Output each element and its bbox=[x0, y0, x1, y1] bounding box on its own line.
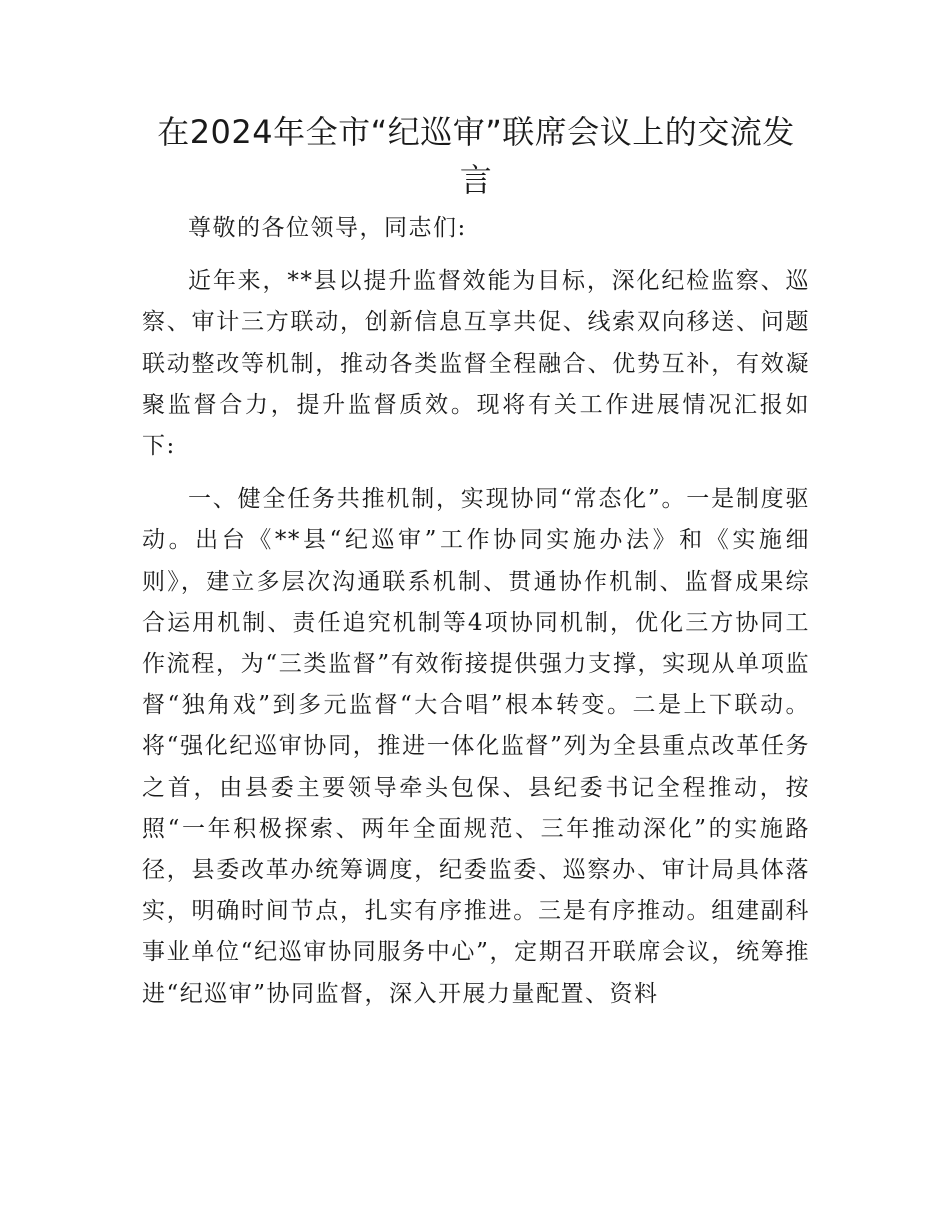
document-title: 在2024年全市“纪巡审”联席会议上的交流发言 bbox=[157, 113, 795, 199]
paragraph-intro: 近年来，**县以提升监督效能为目标，深化纪检监察、巡察、审计三方联动，创新信息互享共促、线索双向移送、问题联动整改等机制，推动各类监督全程融合、优势互补，有效凝聚监督合力，提升监督质效。现将有关工作进展情况汇报如下: bbox=[142, 268, 810, 460]
greeting: 尊敬的各位领导，同志们: bbox=[188, 215, 467, 241]
document-page bbox=[142, 108, 810, 1015]
paragraph-section-one: 一、健全任务共推机制，实现协同“常态化”。一是制度驱动。出台《**县“纪巡审”工作协同实施办法》和《实施细则》，建立多层次沟通联系机制、贯通协作机制、监督成果综合运用机制、责任追究机制等4项协同机制，优化三方协同工作流程，为“三类监督”有效衔接提供强力支撑，实现从单项监督“独角戏”到多元监督“大合唱”根本转变。二是上下联动。将“强化纪巡审协同，推进一体化监督”列为全县重点改革任务之首，由县委主要领导牵头包保、县纪委书记全程推动，按照“一年积极探索、两年全面规范、三年推动深化”的实施路径，县委改革办统筹调度，纪委监委、巡察办、审计局具体落实，明确时间节点，扎实有序推进。三是有序推动。组建副科事业单位“纪巡审协同服务中心”，定期召开联席会议，统筹推进“纪巡审”协同监督，深入开展力量配置、资料 bbox=[142, 486, 810, 1007]
